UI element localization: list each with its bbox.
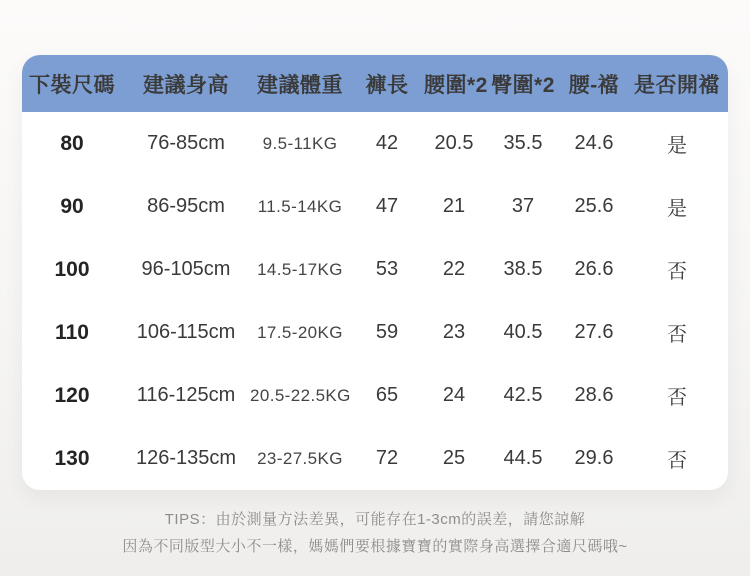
cell-open-crotch: 是 [667,135,687,157]
cell-waist: 21 [442,195,466,217]
size-chart-header-row [22,55,728,112]
table-row-size-110 [22,301,728,364]
cell-height: 76-85cm [147,132,225,154]
cell-rise: 26.6 [574,258,614,280]
cell-height: 116-125cm [136,384,236,406]
cell-height: 126-135cm [135,447,237,469]
cell-open-crotch: 否 [667,324,687,346]
tips-note [0,506,750,560]
cell-rise: 25.6 [574,195,614,217]
cell-weight: 9.5-11KG [262,133,338,153]
cell-weight: 11.5-14KG [257,196,343,216]
cell-rise: 27.6 [574,321,614,343]
cell-rise: 29.6 [574,447,614,469]
cell-waist: 20.5 [434,132,474,154]
cell-hip: 40.5 [503,321,543,343]
cell-pants-length: 53 [375,258,399,280]
cell-weight: 20.5-22.5KG [250,385,351,405]
cell-hip: 37 [511,195,535,217]
cell-waist: 23 [442,321,466,343]
tips-line-2: 因為不同版型大小不一樣，媽媽們要根據寶寶的實際身高選擇合適尺碼哦~ [122,538,628,555]
header-cell-weight: 建議體重 [257,73,343,97]
cell-size: 120 [54,383,90,407]
cell-weight: 14.5-17KG [257,259,343,279]
cell-size: 90 [60,194,84,218]
table-row-size-130 [22,427,728,490]
cell-size: 100 [54,257,90,281]
cell-pants-length: 72 [375,447,399,469]
cell-height: 106-115cm [136,321,236,343]
cell-open-crotch: 否 [667,261,687,283]
cell-open-crotch: 是 [667,198,687,220]
header-cell-size: 下裝尺碼 [29,73,115,97]
cell-open-crotch: 否 [667,450,687,472]
cell-hip: 38.5 [503,258,543,280]
cell-hip: 42.5 [503,384,543,406]
cell-size: 80 [60,131,84,155]
size-chart-card [22,55,728,490]
tips-line-1: TIPS：由於測量方法差異，可能存在1-3cm的誤差，請您諒解 [164,511,586,528]
cell-size: 110 [55,320,89,344]
header-cell-hip: 臀圍*2 [491,73,555,97]
cell-pants-length: 65 [375,384,399,406]
header-cell-pants-length: 褲長 [365,73,409,97]
cell-hip: 35.5 [503,132,543,154]
table-row-size-120 [22,364,728,427]
table-row-size-80 [22,112,728,175]
cell-hip: 44.5 [503,447,543,469]
cell-waist: 24 [442,384,466,406]
cell-waist: 25 [442,447,466,469]
size-chart-body [22,112,728,490]
header-cell-height: 建議身高 [143,73,229,97]
table-row-size-90 [22,175,728,238]
table-row-size-100 [22,238,728,301]
cell-weight: 17.5-20KG [257,322,343,342]
cell-rise: 28.6 [574,384,614,406]
cell-open-crotch: 否 [667,387,687,409]
header-cell-waist: 腰圍*2 [424,73,488,97]
cell-weight: 23-27.5KG [257,448,343,468]
cell-waist: 22 [442,258,466,280]
cell-pants-length: 59 [375,321,399,343]
cell-rise: 24.6 [574,132,614,154]
header-cell-rise: 腰-襠 [568,73,620,97]
cell-height: 96-105cm [141,258,231,280]
cell-size: 130 [54,446,90,470]
cell-height: 86-95cm [147,195,225,217]
cell-pants-length: 47 [375,195,399,217]
cell-pants-length: 42 [375,132,399,154]
header-cell-open-crotch: 是否開襠 [634,73,720,97]
